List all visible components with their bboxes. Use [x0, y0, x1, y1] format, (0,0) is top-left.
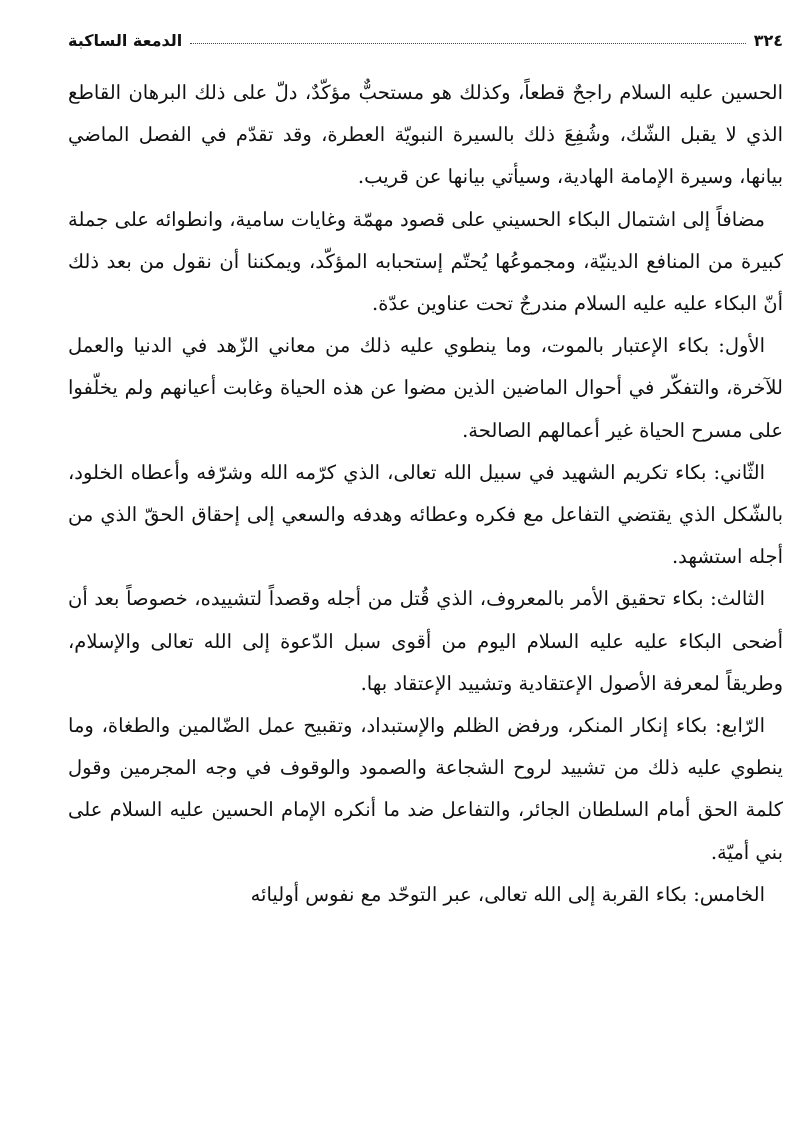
- paragraph-first: الأول: بكاء الإعتبار بالموت، وما ينطوي عليه ذلك من معاني الزّهد في الدنيا والعمل للآخرة، والتفكّر في أحوال الماضين الذين مضوا عن هذه الحياة وغابت أعيانهم ولم يخلّفوا على مسرح الحياة غير أعمالهم الصالحة.: [68, 334, 783, 442]
- running-header: [68, 26, 783, 54]
- header-dotted-rule: [190, 43, 745, 44]
- paragraph-fourth: الرّابع: بكاء إنكار المنكر، ورفض الظلم والإستبداد، وتقبيح عمل الضّالمين والطغاة، وما ينطوي عليه ذلك من تشييد لروح الشجاعة والصمود والوقوف في وجه المجرمين وقول كلمة الحق أمام السلطان الجائر، والتفاعل ضد ما أنكره الإمام الحسين عليه السلام على بني أميّة.: [68, 714, 783, 864]
- book-title: الدمعة الساكبة: [68, 30, 183, 50]
- body-text: [68, 72, 783, 916]
- page-number: ٣٢٤: [753, 30, 783, 50]
- paragraph-second: الثّاني: بكاء تكريم الشهيد في سبيل الله تعالى، الذي كرّمه الله وشرّفه وأعطاه الخلود، بالشّكل الذي يقتضي التفاعل مع فكره وعطائه وهدفه والسعي إلى إحقاق الحقّ الذي من أجله استشهد.: [68, 460, 783, 569]
- paragraph-continuation: الحسين عليه السلام راجحٌ قطعاً، وكذلك هو مستحبٌّ مؤكّدٌ، دلّ على ذلك البرهان القاطع الذي لا يقبل الشّك، وشُفِعَ ذلك بالسيرة النبويّة العطرة، وقد تقدّم في الفصل الماضي بيانها، وسيرة الإمامة الهادية، وسيأتي بيانها عن قريب.: [68, 81, 783, 189]
- paragraph-intro: مضافاً إلى اشتمال البكاء الحسيني على قصود مهمّة وغايات سامية، وانطوائه على جملة كبيرة من المنافع الدينيّة، ومجموعُها يُحتّم إستحبابه المؤكّد، ويمكننا أن نقول من بعد ذلك أنّ البكاء عليه عليه السلام مندرجٌ تحت عناوين عدّة.: [68, 207, 783, 316]
- paragraph-third: الثالث: بكاء تحقيق الأمر بالمعروف، الذي قُتل من أجله وقصداً لتشييده، خصوصاً بعد أن أضحى البكاء عليه عليه السلام اليوم من أقوى سبل الدّعوة إلى الله تعالى والإسلام، وطريقاً لمعرفة الأصول الإعتقادية وتشييد الإعتقاد بها.: [68, 587, 783, 695]
- paragraph-fifth: الخامس: بكاء القربة إلى الله تعالى، عبر التوحّد مع نفوس أوليائه: [250, 882, 765, 906]
- book-page: [68, 26, 783, 1126]
